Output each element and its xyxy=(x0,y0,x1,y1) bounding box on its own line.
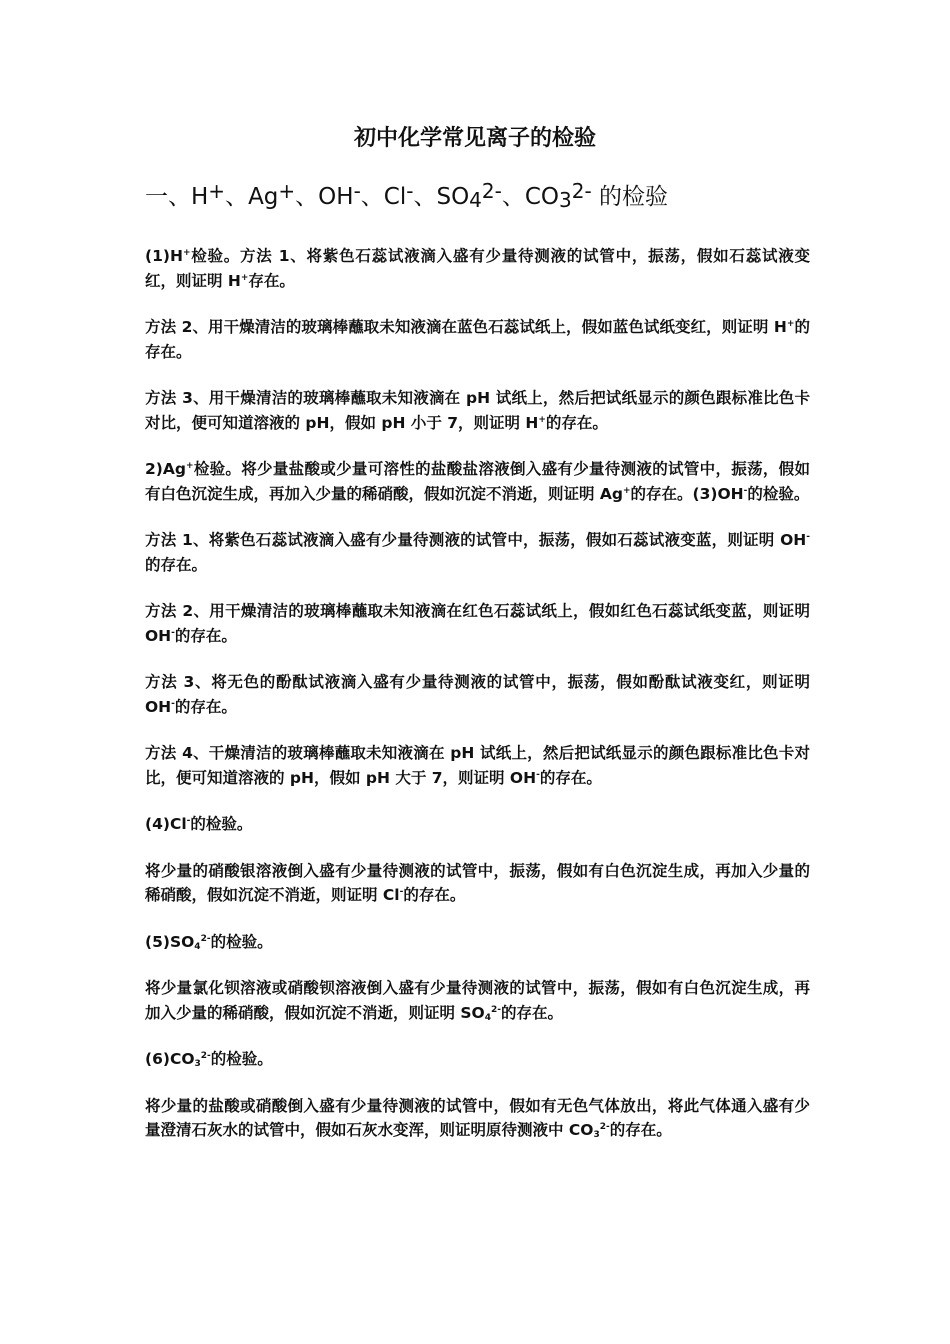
text-run: (6)CO xyxy=(145,1050,195,1068)
text-run: 的存在。(3)OH xyxy=(630,484,744,503)
text-run: 的存在。 xyxy=(539,768,602,787)
text-run: 方法 4、干燥清洁的玻璃棒蘸取未知液滴在 pH 试纸上，然后把试纸显示的颜色跟标准比色卡对比，便可知道溶液的 pH，假如 pH 大于 7，则证明 OH xyxy=(145,744,810,787)
formula-subscript: 4 xyxy=(484,1012,492,1023)
text-run: 方法 2、用干燥清洁的玻璃棒蘸取未知液滴在蓝色石蕊试纸上，假如蓝色试纸变红，则证明 H xyxy=(145,318,787,336)
heading-prefix: 一、 xyxy=(145,184,191,210)
charge-superscript: + xyxy=(182,248,191,258)
formula-subscript: 3 xyxy=(593,1130,600,1140)
text-run: 的检验。 xyxy=(747,484,810,503)
charge-superscript: 2- xyxy=(200,933,211,944)
text-run: (5)SO xyxy=(145,932,195,951)
text-run: 的存在。 xyxy=(174,626,237,645)
text-run: 将少量的硝酸银溶液倒入盛有少量待测液的试管中，振荡，假如有白色沉淀生成，再加入少量的稀硝酸，假如沉淀不消逝，则证明 Cl xyxy=(145,861,810,904)
charge-superscript: - xyxy=(399,887,404,897)
text-run: 检验。将少量盐酸或少量可溶性的盐酸盐溶液倒入盛有少量待测液的试管中，振荡，假如有白色沉淀生成，再加入少量的稀硝酸，假如沉淀不消逝，则证明 Ag xyxy=(145,460,810,503)
formula-subscript: 3 xyxy=(194,1059,201,1069)
heading-oh-ion: OH xyxy=(318,184,354,210)
charge-superscript: - xyxy=(806,532,810,542)
paragraph-oh-method-1 xyxy=(145,528,810,577)
text-run: 方法 3、用干燥清洁的玻璃棒蘸取未知液滴在 pH 试纸上，然后把试纸显示的颜色跟标准比色卡对比，便可知道溶液的 pH，假如 pH 小于 7，则证明 H xyxy=(145,389,810,432)
text-run: 的存在。 xyxy=(403,886,466,904)
heading-oh-charge: - xyxy=(353,179,361,203)
paragraph-h-method-2 xyxy=(145,315,810,364)
heading-separator: 、 xyxy=(360,184,384,210)
paragraph-oh-method-3 xyxy=(145,670,810,719)
text-run: 方法 2、用干燥清洁的玻璃棒蘸取未知液滴在红色石蕊试纸上，假如红色石蕊试纸变蓝，则证明 OH xyxy=(145,602,810,645)
text-run: 的存在。 xyxy=(545,413,608,432)
paragraph-cl-heading xyxy=(145,812,810,837)
text-run: 的存在。 xyxy=(609,1121,672,1139)
charge-superscript: + xyxy=(185,461,194,471)
formula-subscript: 4 xyxy=(194,941,201,952)
heading-ag-charge: + xyxy=(278,179,296,203)
heading-so4-charge: 2- xyxy=(481,179,502,203)
heading-cl-ion: Cl xyxy=(383,184,407,210)
text-run: 的存在。 xyxy=(501,1003,564,1022)
charge-superscript: - xyxy=(536,769,540,780)
charge-superscript: - xyxy=(186,816,191,826)
text-run: 的存在。 xyxy=(174,697,237,716)
text-run: 2)Ag xyxy=(145,460,186,478)
document-body xyxy=(145,244,810,1165)
heading-separator: 、 xyxy=(413,184,437,210)
heading-ag-ion: Ag xyxy=(248,184,279,210)
text-run: 方法 1、将紫色石蕊试液滴入盛有少量待测液的试管中，振荡，假如石蕊试液变蓝，则证明 OH xyxy=(145,531,807,549)
document-title: 初中化学常见离子的检验 xyxy=(353,126,596,151)
charge-superscript: + xyxy=(623,485,631,496)
heading-separator: 、 xyxy=(295,184,319,210)
text-run: 的检验。 xyxy=(210,932,273,951)
heading-so4-ion: SO xyxy=(436,184,470,210)
paragraph-ag-test xyxy=(145,457,810,506)
text-run: (4)Cl xyxy=(145,815,187,833)
text-run: 的存在。 xyxy=(145,318,810,361)
charge-superscript: + xyxy=(538,414,546,425)
text-run: 的检验。 xyxy=(190,815,253,833)
paragraph-cl-test xyxy=(145,859,810,908)
paragraph-h-method-3 xyxy=(145,386,810,435)
charge-superscript: - xyxy=(171,698,175,709)
charge-superscript: 2- xyxy=(599,1122,610,1132)
heading-so4-subscript: 4 xyxy=(469,188,482,212)
heading-h-ion: H xyxy=(191,184,209,210)
text-run: 方法 3、将无色的酚酞试液滴入盛有少量待测液的试管中，振荡，假如酚酞试液变红，则证明 OH xyxy=(145,673,810,716)
section-heading xyxy=(145,180,825,214)
heading-cl-charge: - xyxy=(406,179,414,203)
text-run: 存在。 xyxy=(248,271,295,290)
heading-co3-subscript: 3 xyxy=(559,188,572,212)
heading-h-charge: + xyxy=(208,179,226,203)
paragraph-so4-heading xyxy=(145,930,810,955)
text-run: 检验。方法 1、将紫色石蕊试液滴入盛有少量待测液的试管中，振荡，假如石蕊试液变红，则证明 H xyxy=(145,247,810,290)
text-run: 将少量的盐酸或硝酸倒入盛有少量待测液的试管中，假如有无色气体放出，将此气体通入盛有少量澄清石灰水的试管中，假如石灰水变浑，则证明原待测液中 CO xyxy=(145,1096,810,1139)
heading-separator: 、 xyxy=(501,184,525,210)
paragraph-oh-method-4 xyxy=(145,741,810,790)
paragraph-oh-method-2 xyxy=(145,599,810,648)
text-run: (1)H xyxy=(145,247,183,265)
charge-superscript: + xyxy=(786,319,795,329)
charge-superscript: 2- xyxy=(200,1051,211,1061)
paragraph-co3-heading xyxy=(145,1047,810,1072)
heading-suffix: 的检验 xyxy=(591,184,669,210)
text-run: 的存在。 xyxy=(145,555,208,574)
charge-superscript: - xyxy=(171,627,175,638)
charge-superscript: 2- xyxy=(491,1004,502,1015)
text-run: 的检验。 xyxy=(210,1050,273,1068)
heading-co3-ion: CO xyxy=(524,184,560,210)
paragraph-so4-test xyxy=(145,976,810,1025)
paragraph-h-method-1 xyxy=(145,244,810,293)
heading-co3-charge: 2- xyxy=(571,179,592,203)
charge-superscript: + xyxy=(240,272,249,283)
heading-separator: 、 xyxy=(225,184,249,210)
text-run: 将少量氯化钡溶液或硝酸钡溶液倒入盛有少量待测液的试管中，振荡，假如有白色沉淀生成，再加入少量的稀硝酸，假如沉淀不消逝，则证明 SO xyxy=(145,979,810,1022)
charge-superscript: - xyxy=(743,485,748,496)
paragraph-co3-test xyxy=(145,1094,810,1143)
